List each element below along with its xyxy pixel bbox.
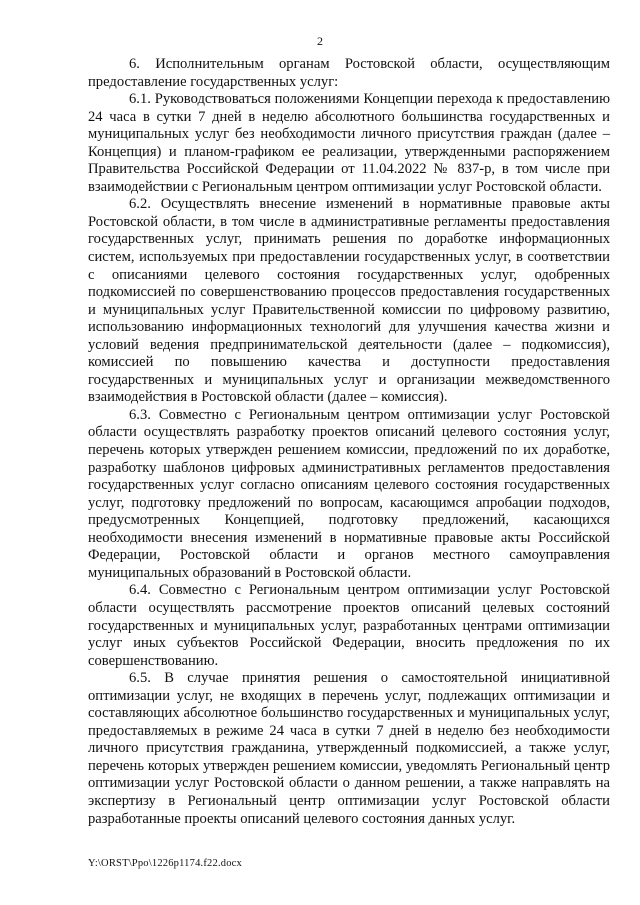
paragraph-6-5: 6.5. В случае принятия решения о самостоятельной инициативной оптимизации услуг, не входящих в перечень услуг, подлежащих оптимизации и составляющих абсолютное большинство государственных и муниципальных услуг, предоставляемых в режиме 24 часа в сутки 7 дней в неделю без необходимости личного присутствия гражданина, утвержденный подкомиссией, а также услуг, перечень которых утвержден решением комиссии, уведомлять Региональный центр оптимизации услуг Ростовской области о данном решении, а также направлять на экспертизу в Региональный центр оптимизации услуг Ростовской области разработанные проекты описаний целевого состояния данных услуг.	[88, 670, 610, 827]
page-number: 2	[317, 34, 323, 48]
paragraph-6-4: 6.4. Совместно с Региональным центром оптимизации услуг Ростовской области осуществлять рассмотрение проектов описаний целевых состояний государственных и муниципальных услуг, разработанных центрами оптимизации услуг иных субъектов Российской Федерации, вносить предложения по их совершенствованию.	[88, 582, 610, 669]
paragraph-6-1: 6.1. Руководствоваться положениями Концепции перехода к предоставлению 24 часа в сутки 7 дней в неделю абсолютного большинства государственных и муниципальных услуг без необходимости личного присутствия граждан (далее – Концепция) и планом-графиком ее реализации, утвержденными распоряжением Правительства Российской Федерации от 11.04.2022 № 837-р, в том числе при взаимодействии с Региональным центром оптимизации услуг Ростовской области.	[88, 91, 610, 195]
document-body	[88, 56, 610, 828]
footer-file-path: Y:\ORST\Ppo\1226p1174.f22.docx	[88, 858, 242, 869]
paragraph-6-2: 6.2. Осуществлять внесение изменений в нормативные правовые акты Ростовской области, в том числе в административные регламенты предоставления государственных услуг, принимать решения по доработке информационных систем, используемых при предоставлении государственных услуг, в соответствии с описаниями целевого состояния государственных услуг, одобренных подкомиссией по совершенствованию процессов предоставления государственных и муниципальных услуг Правительственной комиссии по цифровому развитию, использованию информационных технологий для улучшения качества жизни и условий ведения предпринимательской деятельности (далее – подкомиссия), комиссией по повышению качества и доступности предоставления государственных и муниципальных услуг и организации межведомственного взаимодействия в Ростовской области (далее – комиссия).	[88, 196, 610, 406]
paragraph-6: 6. Исполнительным органам Ростовской области, осуществляющим предоставление государственных услуг:	[88, 56, 610, 90]
paragraph-6-3: 6.3. Совместно с Региональным центром оптимизации услуг Ростовской области осуществлять разработку проектов описаний целевого состояния услуг, перечень которых утвержден решением комиссии, предложений по их доработке, разработку шаблонов цифровых административных регламентов предоставления государственных услуг согласно описаниям целевого состояния государственных услуг, подготовку предложений по вопросам, касающимся апробации подходов, предусмотренных Концепцией, подготовку предложений, касающихся необходимости внесения изменений в нормативные правовые акты Российской Федерации, Ростовской области и органов местного самоуправления муниципальных образований в Ростовской области.	[88, 406, 610, 581]
